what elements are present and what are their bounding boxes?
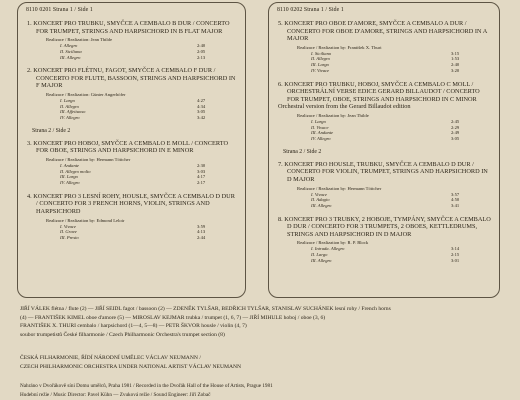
recording-venue: Nahráno v Dvořákově síni Domu umělců, Praha 1981 / Recorded in the Dvořák Hall of the House of Artists, Prague 1981 <box>20 383 273 389</box>
right-side1-header: 8110 0202 Strana 1 / Side 1 <box>277 7 344 13</box>
movement-row: I. Allegro 2:40 <box>60 43 206 49</box>
right-record-panel <box>268 2 500 298</box>
realization-credit: Realizace / Realization by: Edmond Leloir <box>46 217 125 223</box>
recording-info <box>20 382 500 399</box>
movement-row: IV. Allegro 3:42 <box>60 115 206 121</box>
movement-row: III. Presto 2:44 <box>60 235 206 241</box>
movement-row: III. Affettuoso 3:05 <box>60 109 206 115</box>
left-side1-header: 8110 0201 Strana 1 / Side 1 <box>26 7 93 13</box>
realization-credit: Realizace / Realization by: Hermann Töttcher <box>46 157 131 163</box>
movement-row: II. Allegro 1:53 <box>311 56 460 62</box>
production-credits: Hudební režie / Music Director: Pavel Kühn — Zvuková režie / Sound Engineer: Jiří Zobač <box>20 391 211 398</box>
realization-credit: Realizace / Realization by: František X. Thuri <box>297 44 382 50</box>
realization-credit: Realizace / Realization: Jean Thilde <box>46 37 112 43</box>
work-title: 6. KONCERT PRO TRUBKU, HOBOJ, SMYČCE A CEMBALO C MOLL / ORCHESTRÁLNÍ VERSE EDICE GERARD BILLAUDOT / CONCERTO FOR TRUMPET, OBOE, STRINGS AND HARPSICHORD IN C MINOR <box>278 80 480 103</box>
movement-row: II. Grave 4:13 <box>60 229 206 235</box>
left-side2-header: Strana 2 / Side 2 <box>32 127 71 134</box>
movement-row: IV. Allegro 3:05 <box>311 136 460 142</box>
realization-credit: Realizace / Realization by: Hermann Töttcher <box>297 185 382 191</box>
work-edition-note: Orchestral version from the Gerard Billaudot edition <box>278 103 411 111</box>
work-8 <box>277 216 491 264</box>
movement-row: I. Largo 2:45 <box>311 118 460 124</box>
realization-credit: Realizace / Realization by: R. P. Block <box>297 240 369 246</box>
credit-line: soubor trumpetistů České filharmonie / Czech Philharmonic Orchestra's trumpet section (8) <box>20 331 225 338</box>
work-title: 3. KONCERT PRO HOBOJ, SMYČCE A CEMBALO E MOLL / CONCERTO FOR OBOE, STRINGS AND HARPSICHORD IN E MINOR <box>27 139 229 155</box>
movement-row: II. Adagio 4:50 <box>311 197 460 203</box>
work-1 <box>26 20 237 60</box>
realization-credit: Realizace / Realization: Günter Angerhöfer <box>46 92 126 98</box>
movement-row: IV. Vivace 3:20 <box>311 67 460 73</box>
movement-row: II. Allegro 4:34 <box>60 103 206 109</box>
work-title: 7. KONCERT PRO HOUSLE, TRUBKU, SMYČCE A CEMBALO D DUR / CONCERTO FOR VIOLIN, TRUMPET, STRINGS AND HARPSICHORD IN D MAJOR <box>278 160 488 183</box>
movement-row: II. Siciliana 2:05 <box>60 48 206 54</box>
work-6 <box>277 81 491 142</box>
work-title: 1. KONCERT PRO TRUBKU, SMYČCE A CEMBALO B DUR / CONCERTO FOR TRUMPET, STRINGS AND HARPSICHORD IN B FLAT MAJOR <box>27 20 230 35</box>
work-title: 2. KONCERT PRO FLÉTNU, FAGOT, SMYČCE A CEMBALO F DUR / CONCERTO FOR FLUTE, BASSOON, STRINGS AND HARPSICHORD IN F MAJOR <box>27 67 236 90</box>
credit-line: FRANTIŠEK X. THURI cembalo / harpsichord (1—4, 5—8) — PETR ŠKVOR housle / violin (4, 7) <box>20 323 247 330</box>
work-4 <box>26 193 237 241</box>
performer-credits <box>20 305 510 339</box>
right-side2-header: Strana 2 / Side 2 <box>283 148 322 155</box>
work-title: 5. KONCERT PRO OBOE D'AMORE, SMYČCE A CEMBALO A DUR / CONCERTO FOR OBOE D'AMORE, STRINGS AND HARPSICHORD IN A MAJOR <box>278 20 487 43</box>
realization-credit: Realizace / Realization by: Jean Thilde <box>297 112 369 118</box>
movement-row: III. Largo 2:40 <box>311 62 460 68</box>
credit-line: JIŘÍ VÁLEK flétna / flute (2) — JIŘÍ SEIDL fagot / bassoon (2) — ZDENĚK TYLŠAR, BEDŘICH TYLŠAR, STANISLAV SUCHÁNEK lesní rohy / French horns <box>20 306 391 312</box>
movement-row: III. Allegro 3:01 <box>311 257 460 263</box>
work-2 <box>26 67 237 121</box>
movement-row: I. Siciliano 3:15 <box>311 50 460 56</box>
movement-row: I. Andante 2:30 <box>60 163 206 169</box>
movement-row: I. Largo 4:27 <box>60 98 206 104</box>
movement-row: I. Vivace 3:57 <box>311 191 460 197</box>
movement-row: I. Vivace 3:59 <box>60 223 206 229</box>
movement-row: I. Intrada. Allegro 3:14 <box>311 246 460 252</box>
movement-row: IV. Allegro 2:17 <box>60 180 206 186</box>
credit-line: (4) — FRANTIŠEK KIMEL oboe d'amore (5) — MIROSLAV KEJMAR trubka / trumpet (1, 6, 7) — JIŘÍ MIHULE hoboj / oboe (3, 6) <box>20 314 326 321</box>
work-7 <box>277 161 491 209</box>
movement-row: II. Allegro molto 3:03 <box>60 168 206 174</box>
orchestra-credit <box>20 354 500 371</box>
orchestra-line-cz: ČESKÁ FILHARMONIE, ŘÍDÍ NÁRODNÍ UMĚLEC VÁCLAV NEUMANN / <box>20 355 201 361</box>
work-5 <box>277 20 491 74</box>
orchestra-line-en: CZECH PHILHARMONIC ORCHESTRA UNDER NATIONAL ARTIST VÁCLAV NEUMANN <box>20 363 242 370</box>
work-3 <box>26 140 237 186</box>
movement-row: III. Largo 4:17 <box>60 174 206 180</box>
work-title: 8. KONCERT PRO 3 TRUBKY, 2 HOBOJE, TYMPÁNY, SMYČCE A CEMBALO D DUR / CONCERTO FOR 3 TRUMPETS, 2 OBOES, KETTLEDRUMS, STRINGS AND HARPSICHORD IN D MAJOR <box>278 215 491 238</box>
left-record-panel <box>17 2 246 298</box>
movement-row: III. Andante 2:49 <box>311 130 460 136</box>
movement-row: III. Allegro 2:13 <box>60 54 206 60</box>
movement-row: III. Allegro 3:41 <box>311 202 460 208</box>
work-title: 4. KONCERT PRO 3 LESNÍ ROHY, HOUSLE, SMYČCE A CEMBALO D DUR / CONCERTO FOR 3 FRENCH HORNS, VIOLIN, STRINGS AND HARPSICHORD <box>27 192 235 216</box>
movement-row: II. Vivace 2:29 <box>311 124 460 130</box>
movement-row: II. Largo 2:15 <box>311 252 460 258</box>
